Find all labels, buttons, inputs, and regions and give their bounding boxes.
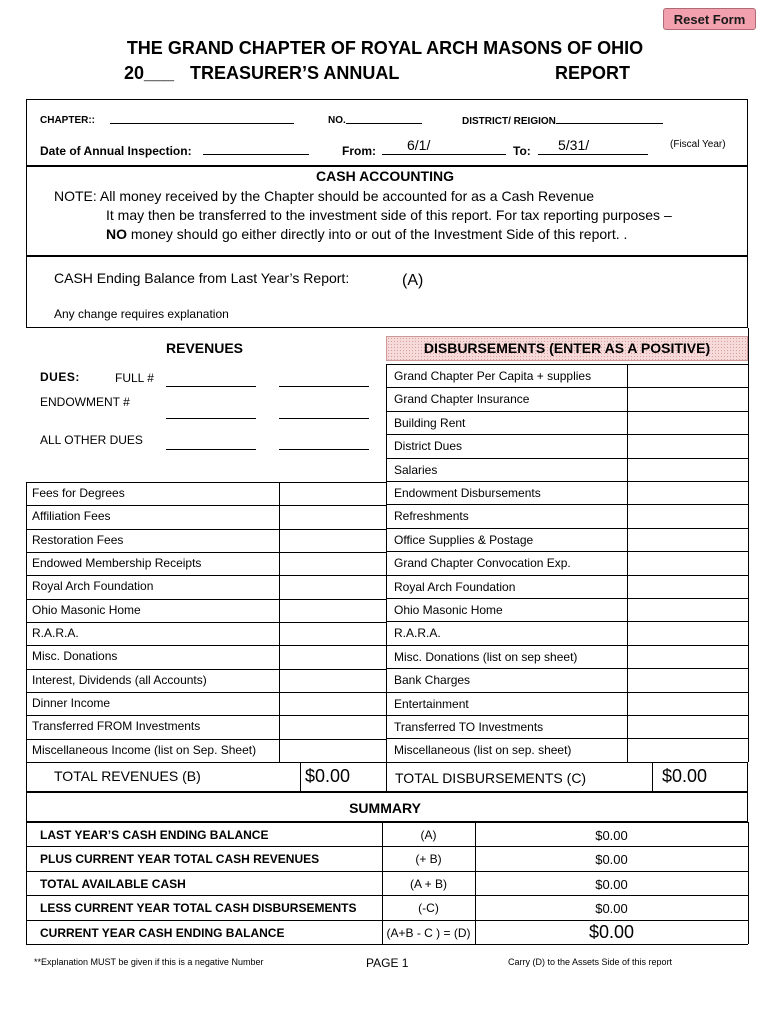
rev-row-line bbox=[26, 645, 279, 646]
title-year: 20___ bbox=[124, 63, 175, 83]
dues-full-label: FULL # bbox=[115, 371, 154, 385]
dues-endowment-amount-field[interactable] bbox=[279, 418, 369, 419]
summary-left-border bbox=[26, 822, 27, 944]
revenue-item-amount[interactable] bbox=[280, 623, 385, 644]
disbursement-item-amount[interactable] bbox=[628, 365, 747, 386]
disbursement-item-label: Endowment Disbursements bbox=[394, 486, 541, 500]
revenue-item-label: Restoration Fees bbox=[32, 532, 124, 547]
revenue-item-amount[interactable] bbox=[280, 693, 385, 714]
disbursement-item-amount[interactable] bbox=[628, 412, 747, 433]
summary-row-value: $0.00 bbox=[595, 876, 628, 892]
explanation-note: **Explanation MUST be given if this is a negative Number bbox=[34, 957, 264, 967]
summary-row-value: $0.00 bbox=[595, 828, 628, 843]
summary-row-code: (A+B - C ) = (D) bbox=[386, 925, 471, 940]
disbursement-item-amount[interactable] bbox=[628, 529, 747, 550]
dues-full-amount-field[interactable] bbox=[279, 386, 369, 387]
district-label: DISTRICT/ REIGION bbox=[462, 116, 556, 127]
center-divider bbox=[386, 364, 387, 762]
totals-center-divider bbox=[386, 762, 387, 792]
summary-row-label: LESS CURRENT YEAR TOTAL CASH DISBURSEMENTS bbox=[40, 901, 357, 916]
revenue-item-amount[interactable] bbox=[280, 483, 385, 504]
table-right-border bbox=[748, 328, 749, 762]
disbursement-item-label: Refreshments bbox=[394, 509, 469, 524]
rev-row-line bbox=[26, 692, 279, 693]
revenue-item-amount[interactable] bbox=[280, 553, 385, 574]
summary-row-value: $0.00 bbox=[595, 901, 628, 917]
summary-right-border bbox=[748, 822, 749, 944]
revenue-item-amount[interactable] bbox=[280, 716, 385, 737]
disbursement-item-label: District Dues bbox=[394, 439, 463, 454]
summary-row-line bbox=[26, 871, 748, 872]
summary-row-label: LAST YEAR’S CASH ENDING BALANCE bbox=[40, 828, 269, 842]
disbursements-heading: DISBURSEMENTS (ENTER AS A POSITIVE) bbox=[386, 336, 748, 361]
cash-note-line1: NOTE: All money received by the Chapter should be accounted for as a Cash Revenue bbox=[54, 188, 595, 204]
from-date-value: 6/1/ bbox=[407, 137, 431, 153]
disbursement-item-amount[interactable] bbox=[628, 388, 747, 409]
title-treasurer: TREASURER’S ANNUAL bbox=[190, 63, 400, 83]
dues-full-count-field[interactable] bbox=[166, 386, 256, 387]
rev-row-line bbox=[26, 599, 279, 600]
to-date-value: 5/31/ bbox=[558, 137, 590, 153]
revenue-item-label: Misc. Donations bbox=[32, 649, 118, 664]
to-date-field[interactable] bbox=[538, 154, 648, 155]
cash-note-line3 bbox=[106, 226, 627, 242]
rev-row-line bbox=[26, 715, 279, 716]
revenue-item-label: Dinner Income bbox=[32, 695, 111, 710]
total-revenues-value: $0.00 bbox=[305, 766, 351, 786]
disbursement-item-label: Miscellaneous (list on sep. sheet) bbox=[394, 743, 572, 758]
disbursement-item-amount[interactable] bbox=[628, 622, 747, 643]
disbursement-item-amount[interactable] bbox=[628, 693, 747, 714]
summary-row-value: $0.00 bbox=[595, 852, 628, 868]
cash-accounting-heading: CASH ACCOUNTING bbox=[316, 168, 454, 184]
summary-row-code: (A + B) bbox=[409, 876, 447, 891]
total-revenues-label: TOTAL REVENUES (B) bbox=[54, 768, 201, 784]
from-label: From: bbox=[342, 144, 376, 158]
revenue-item-amount[interactable] bbox=[280, 530, 385, 551]
disbursement-item-label: Grand Chapter Convocation Exp. bbox=[394, 556, 571, 571]
ending-balance-code: (A) bbox=[402, 272, 424, 289]
revenue-item-label: Affiliation Fees bbox=[32, 509, 111, 524]
disbursement-item-amount[interactable] bbox=[628, 505, 747, 526]
chapter-label: CHAPTER:: bbox=[40, 115, 95, 126]
disbursement-item-amount[interactable] bbox=[628, 716, 747, 737]
summary-bottom-line bbox=[26, 944, 748, 945]
summary-row-line bbox=[26, 920, 748, 921]
revenue-item-amount[interactable] bbox=[280, 600, 385, 621]
dues-other-amount-field[interactable] bbox=[279, 449, 369, 450]
rev-row-line bbox=[26, 552, 279, 553]
summary-row-code: (+ B) bbox=[415, 852, 442, 867]
dues-endowment-count-field[interactable] bbox=[166, 418, 256, 419]
disbursement-item-amount[interactable] bbox=[628, 482, 747, 503]
disbursement-item-amount[interactable] bbox=[628, 739, 747, 760]
district-field[interactable] bbox=[556, 123, 663, 124]
revenue-item-amount[interactable] bbox=[280, 576, 385, 597]
chapter-field[interactable] bbox=[110, 123, 294, 124]
summary-row-line bbox=[26, 895, 748, 896]
cash-note-rest: money should go either directly into or out of the Investment Side of this report. . bbox=[127, 226, 628, 242]
dues-other-label: ALL OTHER DUES bbox=[40, 433, 143, 447]
rev-row-line bbox=[26, 622, 279, 623]
disbursement-item-amount[interactable] bbox=[628, 576, 747, 597]
total-disbursements-value: $0.00 bbox=[662, 766, 708, 786]
disbursement-item-label: Misc. Donations (list on sep sheet) bbox=[394, 649, 578, 664]
disbursement-item-amount[interactable] bbox=[628, 552, 747, 573]
summary-row-value: $0.00 bbox=[588, 921, 635, 942]
from-date-field[interactable] bbox=[382, 154, 506, 155]
totals-rev-divider bbox=[300, 762, 301, 792]
dues-label: DUES: bbox=[40, 370, 80, 384]
disbursement-item-label: Bank Charges bbox=[394, 673, 471, 688]
inspection-label: Date of Annual Inspection: bbox=[40, 144, 192, 158]
reset-form-button[interactable]: Reset Form bbox=[663, 8, 756, 30]
to-label: To: bbox=[513, 144, 531, 158]
page-number: PAGE 1 bbox=[366, 956, 409, 970]
disbursement-item-label: Salaries bbox=[394, 462, 438, 477]
disbursement-item-amount[interactable] bbox=[628, 669, 747, 690]
rev-row-line bbox=[26, 669, 279, 670]
disbursement-item-label: Grand Chapter Insurance bbox=[394, 392, 530, 407]
disbursement-item-label: Office Supplies & Postage bbox=[394, 532, 534, 547]
revenues-heading: REVENUES bbox=[166, 340, 244, 356]
disbursement-item-label: Building Rent bbox=[394, 415, 466, 430]
revenue-item-amount[interactable] bbox=[280, 670, 385, 691]
rev-row-line bbox=[26, 482, 279, 483]
revenue-item-amount[interactable] bbox=[280, 506, 385, 527]
disbursement-item-amount[interactable] bbox=[628, 435, 747, 456]
dues-other-count-field[interactable] bbox=[166, 449, 256, 450]
summary-row-code: (-C) bbox=[418, 901, 439, 916]
dues-endowment-label: ENDOWMENT # bbox=[40, 395, 130, 409]
cash-note-line2: It may then be transferred to the investment side of this report. For tax reporting purposes – bbox=[106, 207, 672, 223]
inspection-date-field[interactable] bbox=[203, 154, 309, 155]
disbursement-item-label: Transferred TO Investments bbox=[394, 720, 544, 734]
disbursement-item-amount[interactable] bbox=[628, 459, 747, 480]
ending-balance-label: CASH Ending Balance from Last Year’s Report: bbox=[54, 270, 350, 286]
summary-heading: SUMMARY bbox=[349, 800, 421, 816]
chapter-number-field[interactable] bbox=[346, 123, 422, 124]
disbursement-item-label: Ohio Masonic Home bbox=[394, 603, 503, 617]
rev-row-line bbox=[26, 529, 279, 530]
page-title: THE GRAND CHAPTER OF ROYAL ARCH MASONS OF OHIO bbox=[126, 38, 644, 58]
summary-row-label: CURRENT YEAR CASH ENDING BALANCE bbox=[40, 925, 285, 940]
disbursement-item-amount[interactable] bbox=[628, 646, 747, 667]
disbursement-item-label: Royal Arch Foundation bbox=[394, 579, 516, 594]
total-disbursements-label: TOTAL DISBURSEMENTS (C) bbox=[395, 770, 587, 786]
revenue-item-label: Miscellaneous Income (list on Sep. Sheet) bbox=[32, 742, 257, 757]
rev-row-line bbox=[26, 739, 279, 740]
carry-note: Carry (D) to the Assets Side of this report bbox=[508, 957, 673, 967]
change-note: Any change requires explanation bbox=[54, 307, 229, 321]
summary-row-label: TOTAL AVAILABLE CASH bbox=[40, 876, 186, 891]
revenue-item-label: Transferred FROM Investments bbox=[32, 719, 201, 734]
totals-disb-divider bbox=[652, 762, 653, 792]
rev-row-line bbox=[26, 575, 279, 576]
revenue-item-label: R.A.R.A. bbox=[32, 625, 79, 640]
summary-row-line bbox=[26, 822, 748, 823]
revenue-item-amount[interactable] bbox=[280, 646, 385, 667]
summary-row-code: (A) bbox=[420, 828, 437, 842]
no-label: NO. bbox=[328, 115, 346, 126]
title-report: REPORT bbox=[555, 63, 631, 83]
summary-row-label: PLUS CURRENT YEAR TOTAL CASH REVENUES bbox=[40, 852, 320, 867]
revenue-item-label: Royal Arch Foundation bbox=[32, 579, 154, 594]
revenue-item-label: Endowed Membership Receipts bbox=[32, 555, 202, 570]
disbursement-item-label: R.A.R.A. bbox=[394, 626, 441, 641]
disbursement-item-label: Entertainment bbox=[394, 696, 469, 711]
revenue-item-label: Fees for Degrees bbox=[32, 486, 125, 500]
fiscal-year-label: (Fiscal Year) bbox=[670, 139, 726, 150]
disbursement-item-amount[interactable] bbox=[628, 599, 747, 620]
rev-row-line bbox=[26, 505, 279, 506]
revenue-item-amount[interactable] bbox=[280, 740, 385, 761]
cash-note-no: NO bbox=[106, 226, 127, 242]
revenue-item-label: Ohio Masonic Home bbox=[32, 602, 141, 617]
disbursement-item-label: Grand Chapter Per Capita + supplies bbox=[394, 369, 592, 383]
summary-row-line bbox=[26, 846, 748, 847]
revenue-item-label: Interest, Dividends (all Accounts) bbox=[32, 672, 207, 687]
